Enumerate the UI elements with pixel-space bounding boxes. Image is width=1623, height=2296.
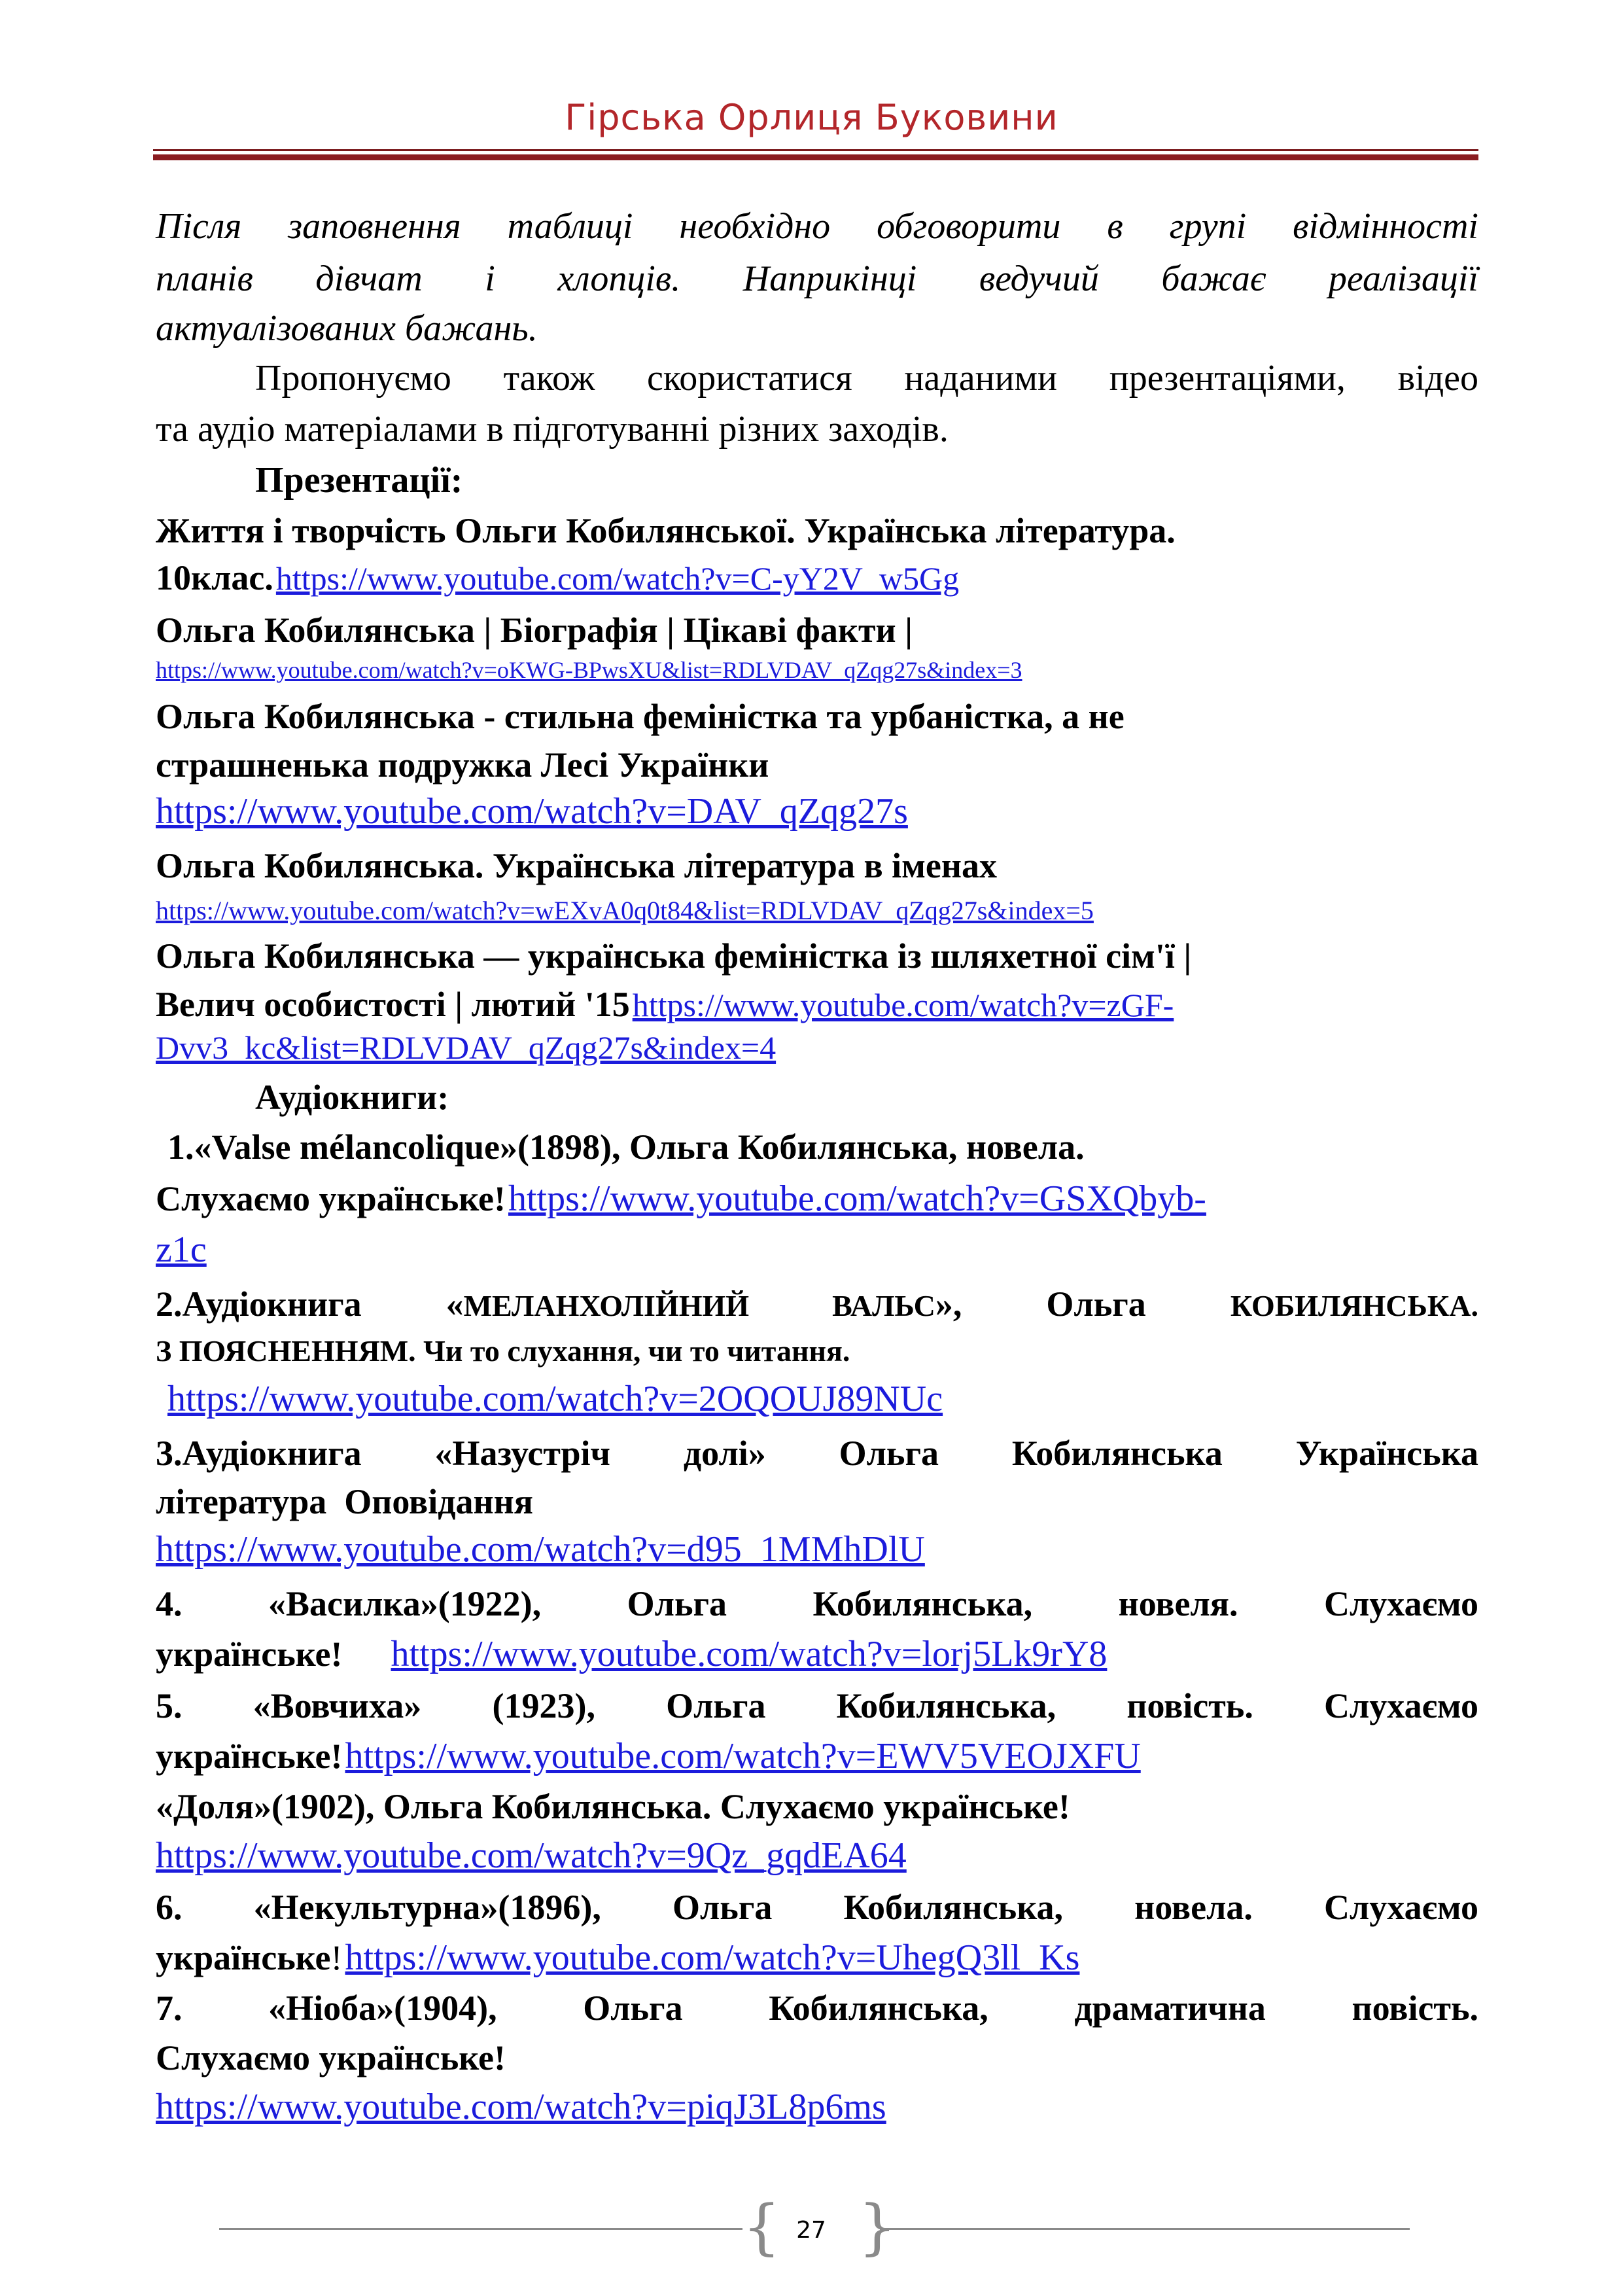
audiobook-link[interactable]: https://www.youtube.com/watch?v=2OQOUJ89NUc bbox=[167, 1379, 943, 1419]
audiobook-title: 5. «Вовчиха» (1923), Ольга Кобилянська, повість. Слухаємо bbox=[156, 1686, 1478, 1725]
presentation-title: страшненька подружка Лесі Українки bbox=[156, 745, 769, 785]
running-header-title: Гірська Орлиця Буковини bbox=[565, 97, 1058, 138]
presentation-title: Ольга Кобилянська — українська феміністка із шляхетної сім'ї | bbox=[156, 936, 1192, 976]
audiobook-title-part: КОБИЛЯНСЬКА. bbox=[1230, 1289, 1478, 1322]
intro-italic-line: актуалізованих бажань. bbox=[156, 308, 538, 349]
audiobook-entry bbox=[156, 1939, 1478, 1976]
presentation-link[interactable]: https://www.youtube.com/watch?v=C-yY2V_w5Gg bbox=[275, 560, 960, 597]
audiobook-link[interactable]: https://www.youtube.com/watch?v=piqJ3L8p6ms bbox=[156, 2087, 886, 2127]
presentations-heading: Презентації: bbox=[255, 460, 463, 501]
presentation-entry bbox=[156, 1031, 1478, 1064]
presentation-entry bbox=[156, 898, 1478, 924]
audiobook-entry bbox=[156, 1180, 1478, 1217]
presentation-title: Ольга Кобилянська - стильна феміністка та урбаністка, а не bbox=[156, 697, 1125, 736]
audiobook-entry bbox=[156, 1531, 1478, 1568]
audiobook-title-punct: ! bbox=[330, 1938, 343, 1977]
audiobook-title: українське bbox=[156, 1938, 331, 1977]
presentation-title: Велич особистості | лютий '15 bbox=[156, 985, 630, 1024]
audiobook-title: Слухаємо українське! bbox=[156, 1179, 506, 1218]
audiobook-title: література Оповідання bbox=[156, 1482, 533, 1521]
audiobook-title: 3.Аудіокнига «Назустріч долі» Ольга Кобилянська Українська bbox=[156, 1434, 1478, 1473]
presentation-title: Ольга Кобилянська | Біографія | Цікаві факти | bbox=[156, 610, 913, 650]
presentation-link[interactable]: https://www.youtube.com/watch?v=DAV_qZqg27s bbox=[156, 791, 908, 832]
footer-rule-left bbox=[219, 2228, 742, 2230]
audiobook-entry bbox=[156, 1231, 1478, 1268]
header-rule-thick bbox=[153, 154, 1478, 160]
left-brace-icon: { bbox=[742, 2192, 781, 2262]
presentation-entry bbox=[156, 793, 1478, 830]
intro-paragraph-line: Пропонуємо також скористатися наданими презентаціями, відео bbox=[255, 358, 1478, 398]
presentation-title: Життя і творчість Ольги Кобилянської. Українська література. bbox=[156, 511, 1176, 550]
audiobook-title: 1.«Valse mélancolique»(1898), Ольга Кобилянська, новела. bbox=[167, 1127, 1085, 1167]
audiobook-title: українське! bbox=[156, 1737, 343, 1776]
page-number: 27 bbox=[796, 2217, 826, 2244]
audiobook-title-part: 2.Аудіокнига « bbox=[156, 1284, 464, 1324]
audiobook-title: 6. «Некультурна»(1896), Ольга Кобилянська, новела. Слухаємо bbox=[156, 1888, 1478, 1927]
intro-italic-line: планів дівчат і хлопців. Наприкінці ведучий бажає реалізації bbox=[156, 258, 1478, 299]
presentation-title: 10клас. bbox=[156, 558, 273, 597]
intro-italic-line: Після заповнення таблиці необхідно обговорити в групі відмінності bbox=[156, 206, 1478, 247]
header-rule-thin bbox=[153, 149, 1478, 151]
audiobook-title: 4. «Василка»(1922), Ольга Кобилянська, новеля. Слухаємо bbox=[156, 1584, 1478, 1623]
presentation-link[interactable]: https://www.youtube.com/watch?v=wEXvA0q0t84&list=RDLVDAV_qZqg27s&index=5 bbox=[156, 896, 1094, 925]
audiobook-entry bbox=[156, 1837, 1478, 1874]
presentation-entry bbox=[156, 987, 1478, 1022]
audiobook-title: З ПОЯСНЕННЯМ. Чи то слухання, чи то читання. bbox=[156, 1334, 850, 1368]
audiobook-entry bbox=[156, 1738, 1478, 1775]
audiobook-entry bbox=[167, 1381, 1490, 1417]
audiobook-title-line bbox=[156, 1286, 1478, 1322]
audiobook-link[interactable]: https://www.youtube.com/watch?v=lorj5Lk9rY8 bbox=[391, 1634, 1108, 1674]
presentation-link[interactable]: https://www.youtube.com/watch?v=zGF- bbox=[632, 987, 1174, 1023]
presentation-entry bbox=[156, 560, 1478, 595]
audiobook-entry bbox=[156, 2089, 1478, 2125]
intro-paragraph-line: та аудіо матеріалами в підготуванні різних заходів. bbox=[156, 409, 949, 450]
audiobook-link[interactable]: https://www.youtube.com/watch?v=GSXQbyb- bbox=[508, 1178, 1206, 1219]
right-brace-icon: } bbox=[858, 2192, 897, 2262]
presentation-link[interactable]: https://www.youtube.com/watch?v=oKWG-BPwsXU&list=RDLVDAV_qZqg27s&index=3 bbox=[156, 657, 1022, 683]
presentation-entry bbox=[156, 658, 1478, 682]
audiobook-link[interactable]: z1c bbox=[156, 1229, 207, 1270]
audiobook-title: українське! bbox=[156, 1634, 343, 1674]
audiobook-link[interactable]: https://www.youtube.com/watch?v=EWV5VEOJXFU bbox=[345, 1736, 1141, 1776]
presentation-title: Ольга Кобилянська. Українська література в іменах bbox=[156, 846, 997, 885]
audiobook-link[interactable]: https://www.youtube.com/watch?v=UhegQ3ll_Ks bbox=[345, 1937, 1080, 1978]
audiobook-title: 7. «Ніоба»(1904), Ольга Кобилянська, драматична повість. bbox=[156, 1988, 1478, 2028]
footer-rule-right bbox=[880, 2228, 1410, 2230]
audiobook-link[interactable]: https://www.youtube.com/watch?v=9Qz_gqdEA64 bbox=[156, 1835, 907, 1876]
audiobook-title: Слухаємо українське! bbox=[156, 2038, 506, 2077]
presentation-link[interactable]: Dvv3_kc&list=RDLVDAV_qZqg27s&index=4 bbox=[156, 1029, 777, 1066]
audiobooks-heading: Аудіокниги: bbox=[255, 1078, 449, 1117]
audiobook-link[interactable]: https://www.youtube.com/watch?v=d95_1MMhDlU bbox=[156, 1529, 925, 1570]
audiobook-title: «Доля»(1902), Ольга Кобилянська. Слухаємо українське! bbox=[156, 1787, 1070, 1826]
audiobook-title-part: МЕЛАНХОЛІЙНИЙ ВАЛЬС bbox=[463, 1289, 935, 1322]
audiobook-title-part: », Ольга bbox=[935, 1284, 1230, 1324]
audiobook-entry bbox=[156, 1636, 1478, 1672]
